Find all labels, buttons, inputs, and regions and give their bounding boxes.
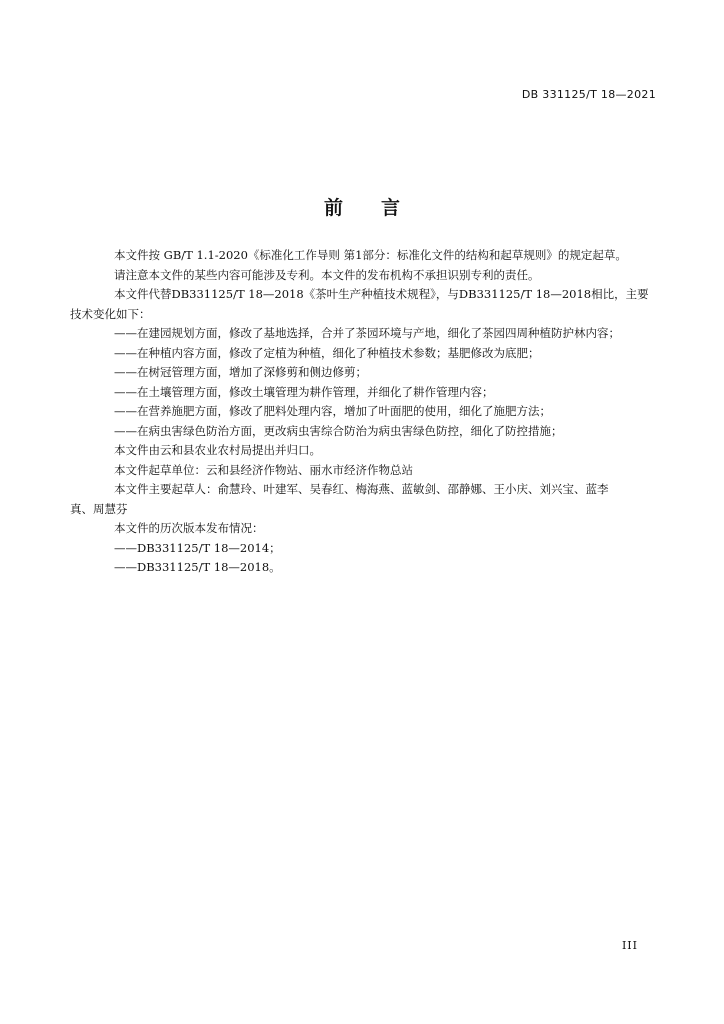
paragraph-drafting-rules: 本文件按 GB/T 1.1-2020《标准化工作导则 第1部分：标准化文件的结构和起草规则》的规定起草。 [114,248,627,262]
page-number: III [621,939,638,952]
change-item: ——在土壤管理方面，修改土壤管理为耕作管理，并细化了耕作管理内容； [114,384,494,399]
paragraph-drafters: 本文件主要起草人：俞慧玲、叶建军、吴春红、梅海燕、蓝敏剑、邵静娜、王小庆、刘兴宝、蓝李 [114,482,609,496]
standard-code: DB 331125/T 18—2021 [521,88,656,101]
change-item: ——在营养施肥方面，修改了肥料处理内容，增加了叶面肥的使用，细化了施肥方法； [114,404,551,418]
paragraph-history: 本文件的历次版本发布情况： [114,521,264,535]
change-item: ——在树冠管理方面，增加了深修剪和侧边修剪； [114,365,367,379]
paragraph-replacement-cont: 技术变化如下： [70,306,151,321]
history-item: ——DB331125/T 18—2018。 [114,560,281,574]
change-item: ——在种植内容方面，修改了定植为种植，细化了种植技术参数；基肥修改为底肥； [114,345,540,360]
change-item: ——在病虫害绿色防治方面，更改病虫害综合防治为病虫害绿色防控，细化了防控措施； [114,423,563,438]
paragraph-drafters-cont: 真、周慧芬 [70,501,128,516]
history-item: ——DB331125/T 18—2014； [114,540,281,555]
paragraph-drafting-unit: 本文件起草单位：云和县经济作物站、丽水市经济作物总站 [114,462,413,477]
paragraph-replacement: 本文件代替DB331125/T 18—2018《茶叶生产种植技术规程》，与DB331125/T 18—2018相比，主要 [114,287,649,301]
page-title: 前言 [323,197,438,219]
paragraph-proposer: 本文件由云和县农业农村局提出并归口。 [114,443,321,457]
foreword-body [70,246,658,578]
paragraph-patent-notice: 请注意本文件的某些内容可能涉及专利。本文件的发布机构不承担识别专利的责任。 [114,267,540,282]
change-item: ——在建园规划方面，修改了基地选择，合并了茶园环境与产地，细化了茶园四周种植防护林内容； [114,326,620,340]
